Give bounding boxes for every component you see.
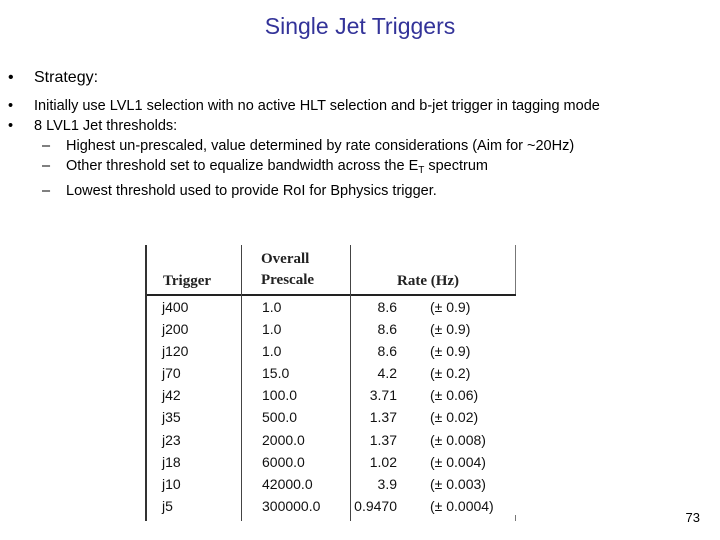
cell-trigger: j23 bbox=[162, 431, 181, 448]
bullet-item bbox=[8, 96, 708, 116]
page-number: 73 bbox=[685, 510, 700, 525]
cell-prescale: 500.0 bbox=[262, 409, 298, 426]
cell-trigger: j70 bbox=[162, 365, 181, 382]
bullet-text: Strategy: bbox=[34, 69, 99, 86]
cell-prescale: 6000.0 bbox=[262, 453, 305, 470]
table-row bbox=[145, 318, 516, 340]
cell-trigger: j18 bbox=[162, 453, 181, 470]
cell-error: (± 0.02) bbox=[430, 409, 479, 426]
cell-rate: 8.6 bbox=[377, 321, 397, 338]
bullet-list bbox=[8, 68, 708, 201]
cell-error: (± 0.008) bbox=[430, 431, 486, 448]
sub-bullet-marker: – bbox=[42, 158, 51, 174]
cell-prescale: 1.0 bbox=[262, 321, 282, 338]
table-row bbox=[145, 296, 516, 318]
sub-bullet-text-before: Other threshold set to equalize bandwidth across the E bbox=[66, 158, 419, 174]
header-prescale bbox=[261, 249, 314, 291]
cell-error: (± 0.9) bbox=[430, 321, 471, 338]
sub-bullet-marker: – bbox=[42, 183, 51, 199]
cell-error: (± 0.9) bbox=[430, 299, 471, 315]
cell-trigger: j42 bbox=[162, 387, 181, 404]
table-row bbox=[145, 340, 516, 362]
cell-error: (± 0.0004) bbox=[430, 497, 494, 514]
subscript-t: T bbox=[418, 165, 425, 176]
cell-error: (± 0.004) bbox=[430, 453, 486, 470]
cell-prescale: 15.0 bbox=[262, 365, 290, 382]
table-row bbox=[145, 429, 516, 451]
header-prescale-line2: Prescale bbox=[261, 272, 315, 288]
sub-bullet-item bbox=[8, 136, 708, 156]
cell-trigger: j5 bbox=[162, 497, 173, 514]
cell-error: (± 0.06) bbox=[430, 387, 479, 404]
sub-bullet-marker: – bbox=[42, 138, 51, 154]
cell-prescale: 300000.0 bbox=[262, 497, 321, 514]
header-rate: Rate (Hz) bbox=[397, 273, 460, 289]
sub-bullet-text-after: spectrum bbox=[424, 158, 489, 174]
cell-rate: 8.6 bbox=[377, 343, 397, 360]
table-row bbox=[145, 384, 516, 406]
sub-bullet-text: Lowest threshold used to provide RoI for Bphysics trigger. bbox=[66, 183, 437, 199]
cell-error: (± 0.9) bbox=[430, 343, 471, 360]
bullet-marker: • bbox=[8, 118, 14, 134]
sub-bullet-item bbox=[8, 181, 708, 201]
cell-rate: 3.71 bbox=[369, 387, 397, 404]
cell-error: (± 0.003) bbox=[430, 475, 486, 492]
cell-trigger: j35 bbox=[162, 409, 181, 426]
cell-rate: 4.2 bbox=[377, 365, 397, 382]
cell-error: (± 0.2) bbox=[430, 365, 471, 382]
cell-rate: 1.37 bbox=[369, 431, 397, 448]
cell-rate: 1.37 bbox=[369, 409, 397, 426]
trigger-table bbox=[145, 245, 516, 521]
sub-bullet-text bbox=[66, 156, 488, 181]
cell-rate: 0.9470 bbox=[354, 497, 397, 514]
table-body bbox=[145, 296, 516, 517]
cell-rate: 8.6 bbox=[377, 299, 397, 315]
bullet-marker: • bbox=[8, 98, 14, 114]
header-trigger: Trigger bbox=[163, 273, 212, 289]
cell-trigger: j120 bbox=[162, 343, 189, 360]
cell-rate: 1.02 bbox=[369, 453, 397, 470]
cell-prescale: 42000.0 bbox=[262, 475, 313, 492]
bullet-item bbox=[8, 68, 708, 88]
bullet-marker: • bbox=[8, 69, 14, 86]
cell-trigger: j10 bbox=[162, 475, 181, 492]
table-row bbox=[145, 451, 516, 473]
table-row bbox=[145, 473, 516, 495]
cell-rate: 3.9 bbox=[377, 475, 397, 492]
table-row bbox=[145, 362, 516, 384]
cell-trigger: j400 bbox=[162, 299, 189, 315]
cell-prescale: 100.0 bbox=[262, 387, 298, 404]
bullet-text: 8 LVL1 Jet thresholds: bbox=[34, 118, 178, 134]
table-border-right bbox=[515, 245, 516, 295]
table-row bbox=[145, 406, 516, 428]
sub-bullet-item bbox=[8, 156, 708, 181]
cell-trigger: j200 bbox=[162, 321, 189, 338]
cell-prescale: 1.0 bbox=[262, 343, 282, 360]
table-row bbox=[145, 495, 516, 517]
cell-prescale: 2000.0 bbox=[262, 431, 305, 448]
slide-title: Single Jet Triggers bbox=[264, 13, 456, 39]
sub-bullet-text: Highest un-prescaled, value determined by rate considerations (Aim for ~20Hz) bbox=[66, 138, 575, 154]
bullet-item bbox=[8, 116, 708, 136]
header-prescale-line1: Overall bbox=[261, 251, 310, 267]
cell-prescale: 1.0 bbox=[262, 299, 282, 315]
bullet-text: Initially use LVL1 selection with no active HLT selection and b-jet trigger in tagging mode bbox=[34, 98, 600, 114]
